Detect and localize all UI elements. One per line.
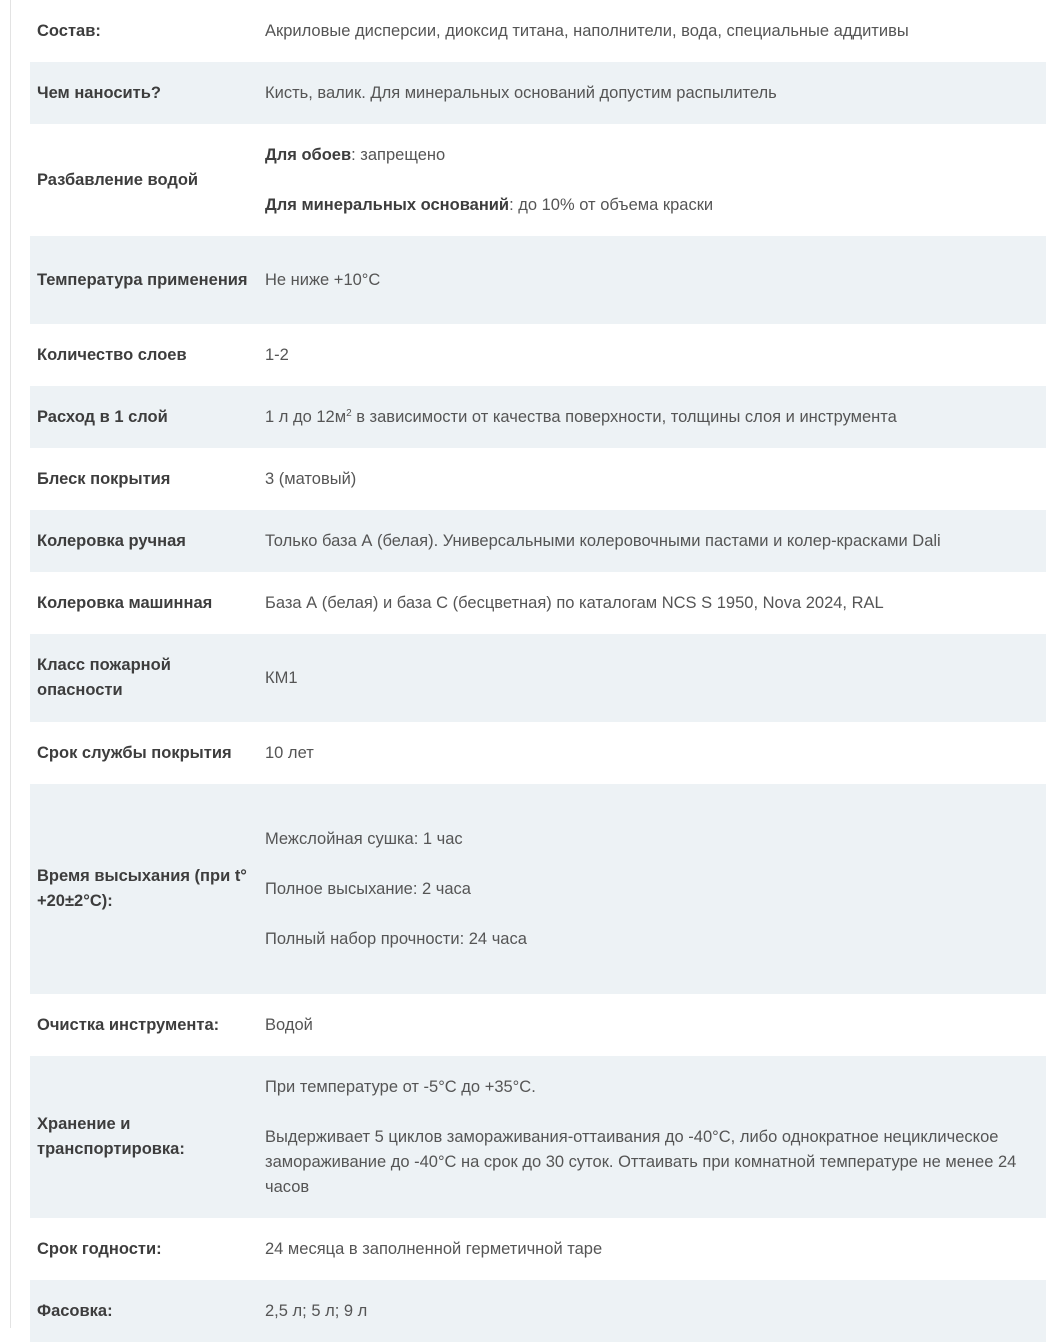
- spec-value: КМ1: [258, 634, 1046, 722]
- spec-row-shelf-life: [30, 1218, 1046, 1280]
- spec-value-line: [265, 143, 1042, 168]
- spec-value: Только база А (белая). Универсальными колеровочными пастами и колер-красками Dali: [258, 510, 1046, 572]
- spec-label: Количество слоев: [30, 324, 258, 386]
- superscript-exponent: 2: [346, 407, 352, 419]
- spec-row-composition: [30, 0, 1046, 62]
- spec-value: 10 лет: [258, 722, 1046, 784]
- spec-value-text: 1 л до 12м: [265, 407, 347, 426]
- spec-value: Акриловые дисперсии, диоксид титана, наполнители, вода, специальные аддитивы: [258, 0, 1046, 62]
- spec-value: [258, 386, 1046, 448]
- spec-label: Разбавление водой: [30, 124, 258, 236]
- spec-value: Кисть, валик. Для минеральных оснований допустим распылитель: [258, 62, 1046, 124]
- spec-value: 2,5 л; 5 л; 9 л: [258, 1280, 1046, 1342]
- spec-label: Срок годности:: [30, 1218, 258, 1280]
- product-specifications-table: [30, 0, 1046, 1342]
- spec-row-gloss: [30, 448, 1046, 510]
- spec-row-fire-class: [30, 634, 1046, 722]
- spec-value-line: При температуре от -5°С до +35°С.: [265, 1077, 536, 1096]
- spec-label: Фасовка:: [30, 1280, 258, 1342]
- spec-row-drying-time: [30, 784, 1046, 994]
- spec-label: Колеровка машинная: [30, 572, 258, 634]
- spec-value-text: : до 10% от объема краски: [509, 195, 714, 214]
- spec-label: Хранение и транспортировка:: [30, 1056, 258, 1218]
- spec-row-machine-tinting: [30, 572, 1046, 634]
- spec-value-strong: Для обоев: [265, 145, 352, 164]
- spec-row-packaging: [30, 1280, 1046, 1342]
- spec-row-layer-count: [30, 324, 1046, 386]
- spec-value: Водой: [258, 994, 1046, 1056]
- spec-value: 1-2: [258, 324, 1046, 386]
- spec-value-text: : запрещено: [351, 145, 446, 164]
- spec-label: Колеровка ручная: [30, 510, 258, 572]
- spec-value-line: [265, 193, 1042, 218]
- spec-row-manual-tinting: [30, 510, 1046, 572]
- spec-value: 3 (матовый): [258, 448, 1046, 510]
- spec-value-line: Полное высыхание: 2 часа: [265, 879, 471, 898]
- spec-label: Состав:: [30, 0, 258, 62]
- spec-value: [258, 124, 1046, 236]
- spec-row-service-life: [30, 722, 1046, 784]
- spec-row-consumption: [30, 386, 1046, 448]
- spec-row-storage-transport: [30, 1056, 1046, 1218]
- spec-value: База А (белая) и база С (бесцветная) по каталогам NCS S 1950, Nova 2024, RAL: [258, 572, 1046, 634]
- spec-value-line: Межслойная сушка: 1 час: [265, 829, 463, 848]
- spec-value-line: Выдерживает 5 циклов замораживания-оттаивания до -40°С, либо однократное нециклическое замораживание до -40°С на срок до 30 суток. Оттаивать при комнатной температуре не менее 24 часов: [265, 1127, 1017, 1196]
- spec-row-application-tools: [30, 62, 1046, 124]
- spec-row-water-dilution: [30, 124, 1046, 236]
- spec-value-text: в зависимости от качества поверхности, толщины слоя и инструмента: [351, 407, 897, 426]
- page-left-border: [10, 0, 11, 1328]
- spec-row-tool-cleaning: [30, 994, 1046, 1056]
- spec-label: Очистка инструмента:: [30, 994, 258, 1056]
- spec-label: Расход в 1 слой: [30, 386, 258, 448]
- spec-value: 24 месяца в заполненной герметичной таре: [258, 1218, 1046, 1280]
- spec-row-application-temperature: [30, 236, 1046, 324]
- spec-label: Класс пожарной опасности: [30, 634, 258, 722]
- spec-value: Не ниже +10°C: [258, 236, 1046, 324]
- spec-label: Температура применения: [30, 236, 258, 324]
- spec-value-line: Полный набор прочности: 24 часа: [265, 929, 527, 948]
- spec-label: Срок службы покрытия: [30, 722, 258, 784]
- spec-label: Блеск покрытия: [30, 448, 258, 510]
- spec-label: Чем наносить?: [30, 62, 258, 124]
- spec-value-strong: Для минеральных оснований: [265, 195, 510, 214]
- spec-label: Время высыхания (при t° +20±2°С):: [30, 784, 258, 994]
- spec-value: [258, 784, 1046, 994]
- spec-value: [258, 1056, 1046, 1218]
